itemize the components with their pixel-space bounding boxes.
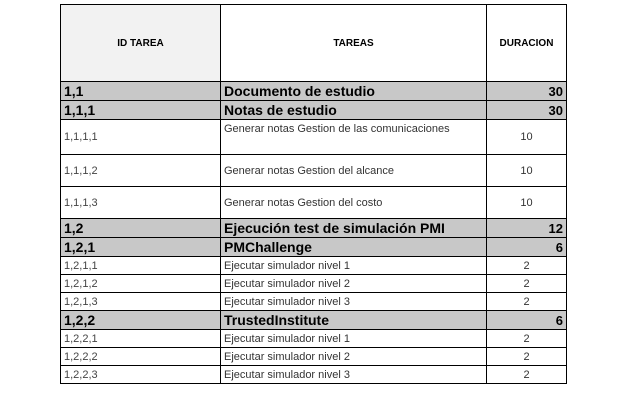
cell-id[interactable]: 1,2,1,2 bbox=[61, 275, 221, 293]
cell-duration[interactable]: 10 bbox=[487, 120, 567, 155]
task-row[interactable] bbox=[61, 330, 567, 348]
cell-task[interactable]: Generar notas Gestion del alcance bbox=[221, 155, 487, 187]
cell-id[interactable]: 1,2,2 bbox=[61, 311, 221, 330]
cell-duration[interactable]: 2 bbox=[487, 257, 567, 275]
task-row[interactable] bbox=[61, 187, 567, 219]
cell-task[interactable]: Generar notas Gestion de las comunicaciones bbox=[221, 120, 487, 155]
cell-id[interactable]: 1,2,1,3 bbox=[61, 293, 221, 311]
cell-id[interactable]: 1,2,2,1 bbox=[61, 330, 221, 348]
cell-duration[interactable]: 10 bbox=[487, 187, 567, 219]
header-task: TAREAS bbox=[221, 5, 487, 82]
task-row[interactable] bbox=[61, 293, 567, 311]
cell-task[interactable]: PMChallenge bbox=[221, 238, 487, 257]
summary-row[interactable] bbox=[61, 311, 567, 330]
cell-duration[interactable]: 30 bbox=[487, 82, 567, 101]
cell-duration[interactable]: 6 bbox=[487, 238, 567, 257]
cell-id[interactable]: 1,2,2,3 bbox=[61, 366, 221, 384]
header-duration: DURACION bbox=[487, 5, 567, 82]
cell-duration[interactable]: 2 bbox=[487, 275, 567, 293]
task-row[interactable] bbox=[61, 155, 567, 187]
cell-duration[interactable]: 2 bbox=[487, 330, 567, 348]
cell-task[interactable]: Ejecutar simulador nivel 2 bbox=[221, 275, 487, 293]
cell-id[interactable]: 1,1,1,3 bbox=[61, 187, 221, 219]
cell-id[interactable]: 1,2,1,1 bbox=[61, 257, 221, 275]
summary-row[interactable] bbox=[61, 238, 567, 257]
task-row[interactable] bbox=[61, 348, 567, 366]
cell-duration[interactable]: 30 bbox=[487, 101, 567, 120]
task-row[interactable] bbox=[61, 257, 567, 275]
cell-task[interactable]: Ejecutar simulador nivel 1 bbox=[221, 257, 487, 275]
cell-duration[interactable]: 2 bbox=[487, 366, 567, 384]
cell-task[interactable]: Ejecución test de simulación PMI bbox=[221, 219, 487, 238]
summary-row[interactable] bbox=[61, 82, 567, 101]
cell-task[interactable]: TrustedInstitute bbox=[221, 311, 487, 330]
summary-row[interactable] bbox=[61, 219, 567, 238]
cell-task[interactable]: Generar notas Gestion del costo bbox=[221, 187, 487, 219]
cell-id[interactable]: 1,1 bbox=[61, 82, 221, 101]
cell-id[interactable]: 1,1,1,1 bbox=[61, 120, 221, 155]
cell-id[interactable]: 1,1,1 bbox=[61, 101, 221, 120]
cell-task[interactable]: Documento de estudio bbox=[221, 82, 487, 101]
task-row[interactable] bbox=[61, 366, 567, 384]
cell-duration[interactable]: 6 bbox=[487, 311, 567, 330]
cell-id[interactable]: 1,1,1,2 bbox=[61, 155, 221, 187]
cell-duration[interactable]: 2 bbox=[487, 293, 567, 311]
cell-duration[interactable]: 12 bbox=[487, 219, 567, 238]
task-row[interactable] bbox=[61, 275, 567, 293]
cell-id[interactable]: 1,2,2,2 bbox=[61, 348, 221, 366]
task-table bbox=[60, 4, 567, 384]
header-row bbox=[61, 5, 567, 82]
summary-row[interactable] bbox=[61, 101, 567, 120]
cell-task[interactable]: Notas de estudio bbox=[221, 101, 487, 120]
cell-task[interactable]: Ejecutar simulador nivel 2 bbox=[221, 348, 487, 366]
cell-id[interactable]: 1,2 bbox=[61, 219, 221, 238]
task-row[interactable] bbox=[61, 120, 567, 155]
cell-task[interactable]: Ejecutar simulador nivel 3 bbox=[221, 293, 487, 311]
cell-id[interactable]: 1,2,1 bbox=[61, 238, 221, 257]
cell-task[interactable]: Ejecutar simulador nivel 1 bbox=[221, 330, 487, 348]
cell-duration[interactable]: 10 bbox=[487, 155, 567, 187]
cell-task[interactable]: Ejecutar simulador nivel 3 bbox=[221, 366, 487, 384]
cell-duration[interactable]: 2 bbox=[487, 348, 567, 366]
header-id: ID TAREA bbox=[61, 5, 221, 82]
task-table-sheet bbox=[60, 4, 566, 384]
